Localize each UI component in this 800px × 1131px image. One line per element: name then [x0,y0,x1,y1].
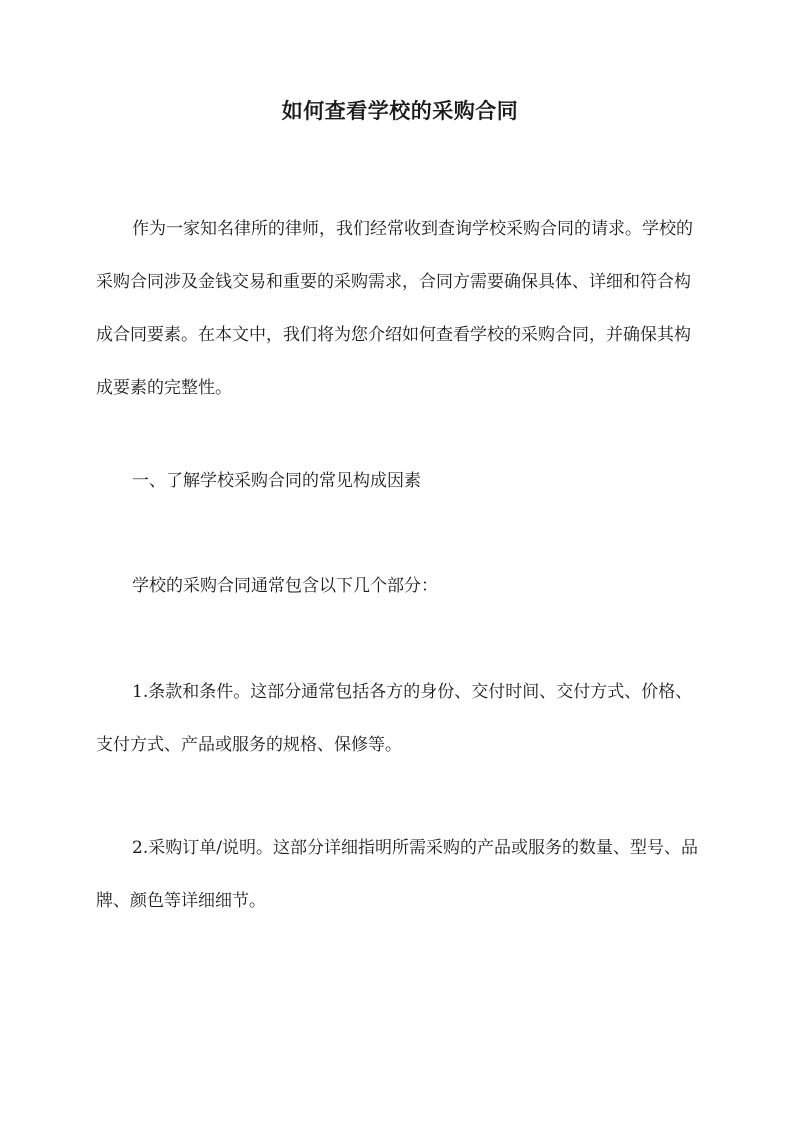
paragraph-parts-intro: 学校的采购合同通常包含以下几个部分： [132,576,438,596]
paragraph-intro: 作为一家知名律所的律师，我们经常收到查询学校采购合同的请求。学校的采购合同涉及金钱交易和重要的采购需求，合同方需要确保具体、详细和符合构成合同要素。在本文中，我们将为您介绍如何查看学校的采购合同，并确保其构成要素的完整性。 [96,219,693,398]
document-title: 如何查看学校的采购合同 [281,98,519,123]
list-item-purchase-order: 2.采购订单/说明。这部分详细指明所需采购的产品或服务的数量、型号、品牌、颜色等详细细节。 [96,838,698,911]
section-heading-1: 一、了解学校采购合同的常见构成因素 [132,471,421,491]
list-item-terms: 1.条款和条件。这部分通常包括各方的身份、交付时间、交付方式、价格、支付方式、产品或服务的规格、保修等。 [96,682,693,755]
